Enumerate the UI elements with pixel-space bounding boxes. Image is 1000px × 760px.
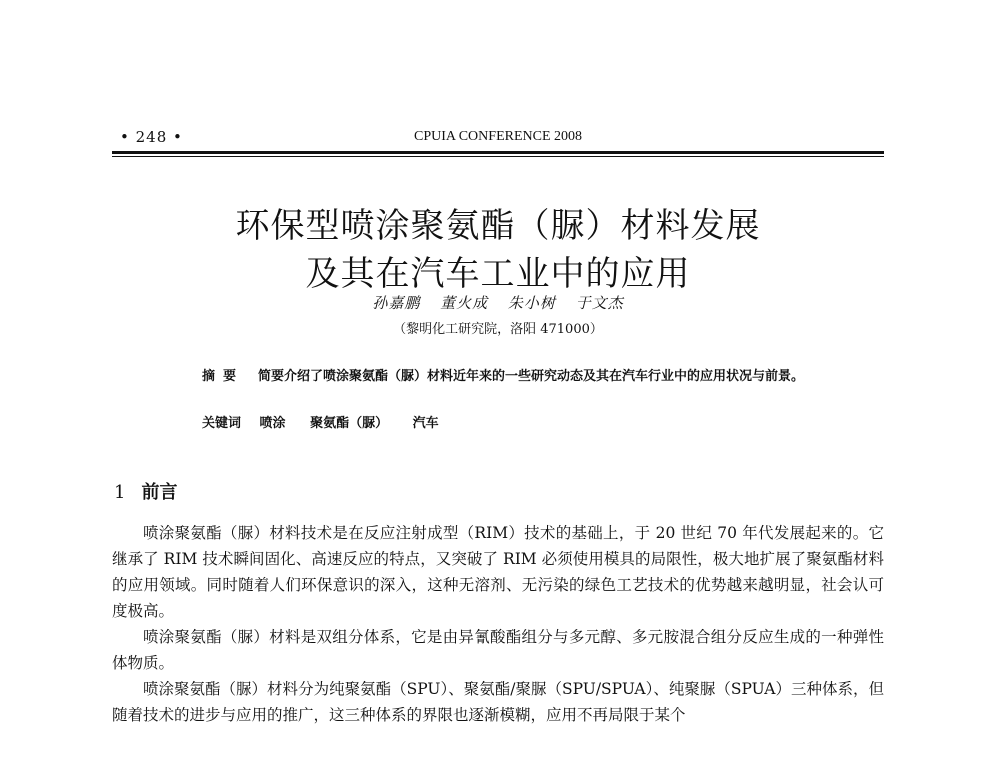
page-number: • 248 • xyxy=(120,128,183,146)
keyword-item: 汽车 xyxy=(412,416,439,431)
header-rule-thick xyxy=(112,151,884,154)
keyword-item: 聚氨酯（脲） xyxy=(310,416,389,431)
header-rule-thin xyxy=(112,156,884,157)
paper-title-line-1: 环保型喷涂聚氨酯（脲）材料发展 xyxy=(235,206,761,246)
author-list: 孙嘉鹏 董火成 朱小树 于文杰 xyxy=(372,294,624,312)
paragraph: 喷涂聚氨酯（脲）材料是双组分体系，它是由异氰酸酯组分与多元醇、多元胺混合组分反应生成的一种弹性体物质。 xyxy=(112,628,884,672)
paragraph: 喷涂聚氨酯（脲）材料分为纯聚氨酯（SPU）、聚氨酯/聚脲（SPU/SPUA）、纯聚脲（SPUA）三种体系，但随着技术的进步与应用的推广，这三种体系的界限也逐渐模糊，应用不再局限于某个 xyxy=(112,680,884,724)
keywords-label: 关键词 xyxy=(202,416,242,431)
section-title: 前言 xyxy=(141,482,178,503)
abstract xyxy=(172,366,840,388)
conference-name: CPUIA CONFERENCE 2008 xyxy=(413,129,583,144)
abstract-label: 摘要 xyxy=(202,369,245,384)
keywords xyxy=(202,412,445,431)
body-text xyxy=(112,520,884,728)
running-header xyxy=(112,126,884,150)
keyword-item: 喷涂 xyxy=(259,416,286,431)
section-heading xyxy=(114,478,177,504)
affiliation: （黎明化工研究院，洛阳 471000） xyxy=(393,322,603,337)
section-number: 1 xyxy=(114,482,126,503)
paragraph: 喷涂聚氨酯（脲）材料技术是在反应注射成型（RIM）技术的基础上，于 20 世纪 70 年代发展起来的。它继承了 RIM 技术瞬间固化、高速反应的特点，又突破了 RIM 必须使用模具的局限性，极大地扩展了聚氨酯材料的应用领域。同时随着人们环保意识的深入，这种无溶剂、无污染的绿色工艺技术的优势越来越明显，社会认可度极高。 xyxy=(112,524,884,620)
abstract-text: 简要介绍了喷涂聚氨酯（脲）材料近年来的一些研究动态及其在汽车行业中的应用状况与前景。 xyxy=(258,369,805,384)
paper-title-line-2: 及其在汽车工业中的应用 xyxy=(305,254,691,294)
